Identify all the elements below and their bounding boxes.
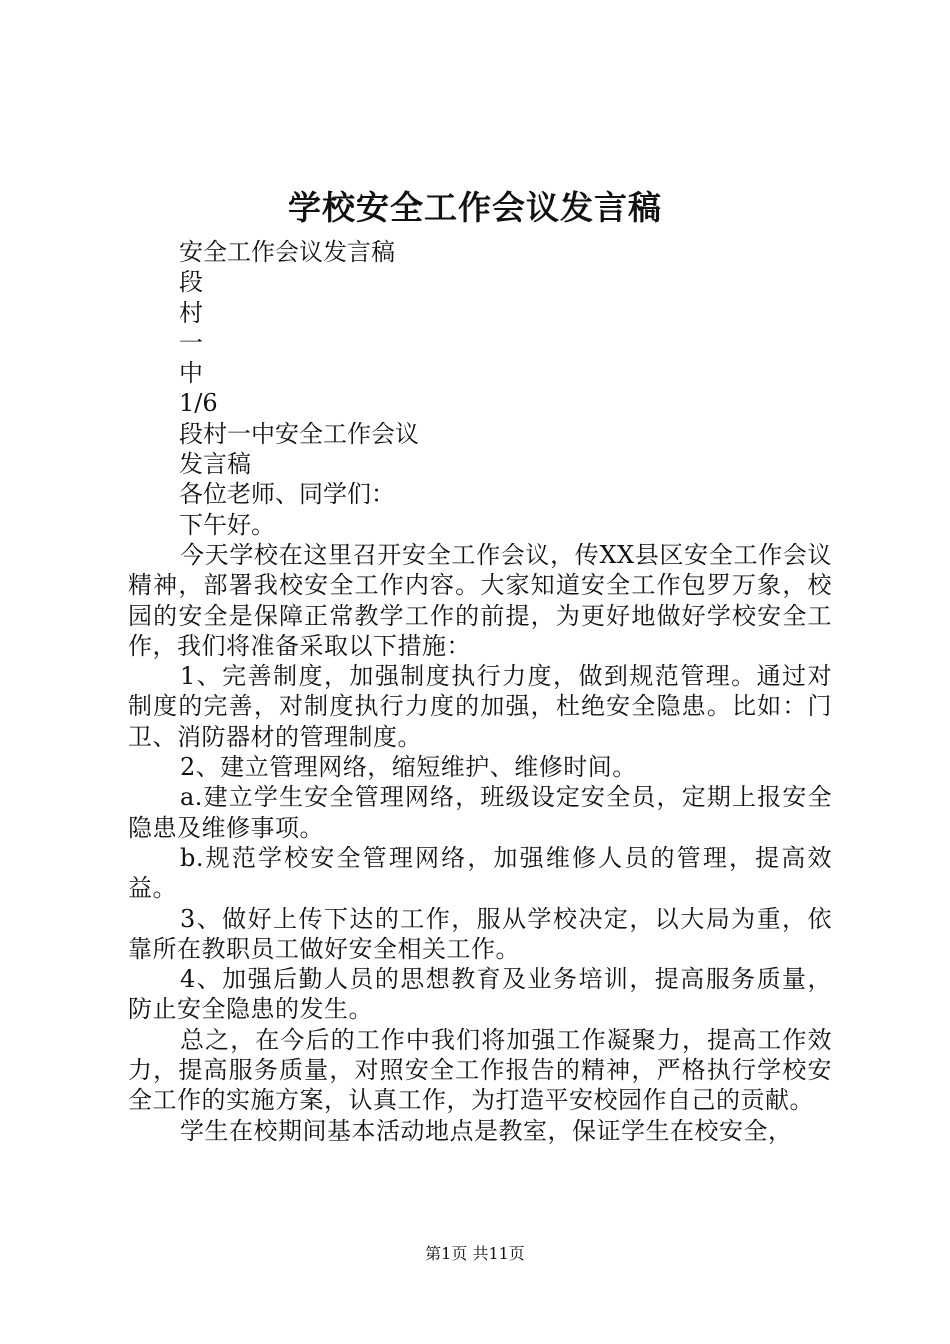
header-line: 中 (179, 359, 203, 388)
paragraph: 今天学校在这里召开安全工作会议，传XX县区安全工作会议精神，部署我校安全工作内容。大家知道安全工作包罗万象，校园的安全是保障正常教学工作的前提，为更好地做好学校安全工作，我们将准备采取以下措施： (128, 541, 832, 660)
header-line: 段村一中安全工作会议 (179, 419, 419, 448)
salutation: 各位老师、同学们： (179, 480, 395, 509)
document-title: 学校安全工作会议发言稿 (288, 188, 662, 227)
paragraph: a.建立学生安全管理网络，班级设定安全员，定期上报安全隐患及维修事项。 (128, 783, 832, 842)
paragraph: b.规范学校安全管理网络，加强维修人员的管理，提高效益。 (128, 843, 832, 903)
body-text (128, 540, 832, 1146)
greeting: 下午好。 (179, 510, 275, 539)
header-line: 段 (179, 268, 203, 297)
header-line: 1/6 (179, 389, 218, 418)
paragraph: 学生在校期间基本活动地点是教室，保证学生在校安全， (180, 1116, 793, 1145)
paragraph: 4、加强后勤人员的思想教育及业务培训，提高服务质量，防止安全隐患的发生。 (128, 965, 832, 1024)
header-line: 一 (179, 328, 203, 357)
header-line: 发言稿 (179, 450, 251, 479)
header-lines (128, 237, 832, 540)
page-footer: 第1页 共11页 (425, 1244, 525, 1263)
paragraph: 总之，在今后的工作中我们将加强工作凝聚力，提高工作效力，提高服务质量，对照安全工作报告的精神，严格执行学校安全工作的实施方案，认真工作，为打造平安校园作自己的贡献。 (128, 1025, 832, 1115)
paragraph: 3、做好上传下达的工作，服从学校决定，以大局为重，依靠所在教职员工做好安全相关工作。 (128, 904, 832, 963)
paragraph: 2、建立管理网络，缩短维护、维修时间。 (180, 753, 637, 782)
header-line: 安全工作会议发言稿 (179, 238, 395, 266)
header-line: 村 (179, 298, 203, 327)
paragraph: 1、完善制度，加强制度执行力度，做到规范管理。通过对制度的完善，对制度执行力度的加强，杜绝安全隐患。比如：门卫、消防器材的管理制度。 (128, 662, 832, 751)
